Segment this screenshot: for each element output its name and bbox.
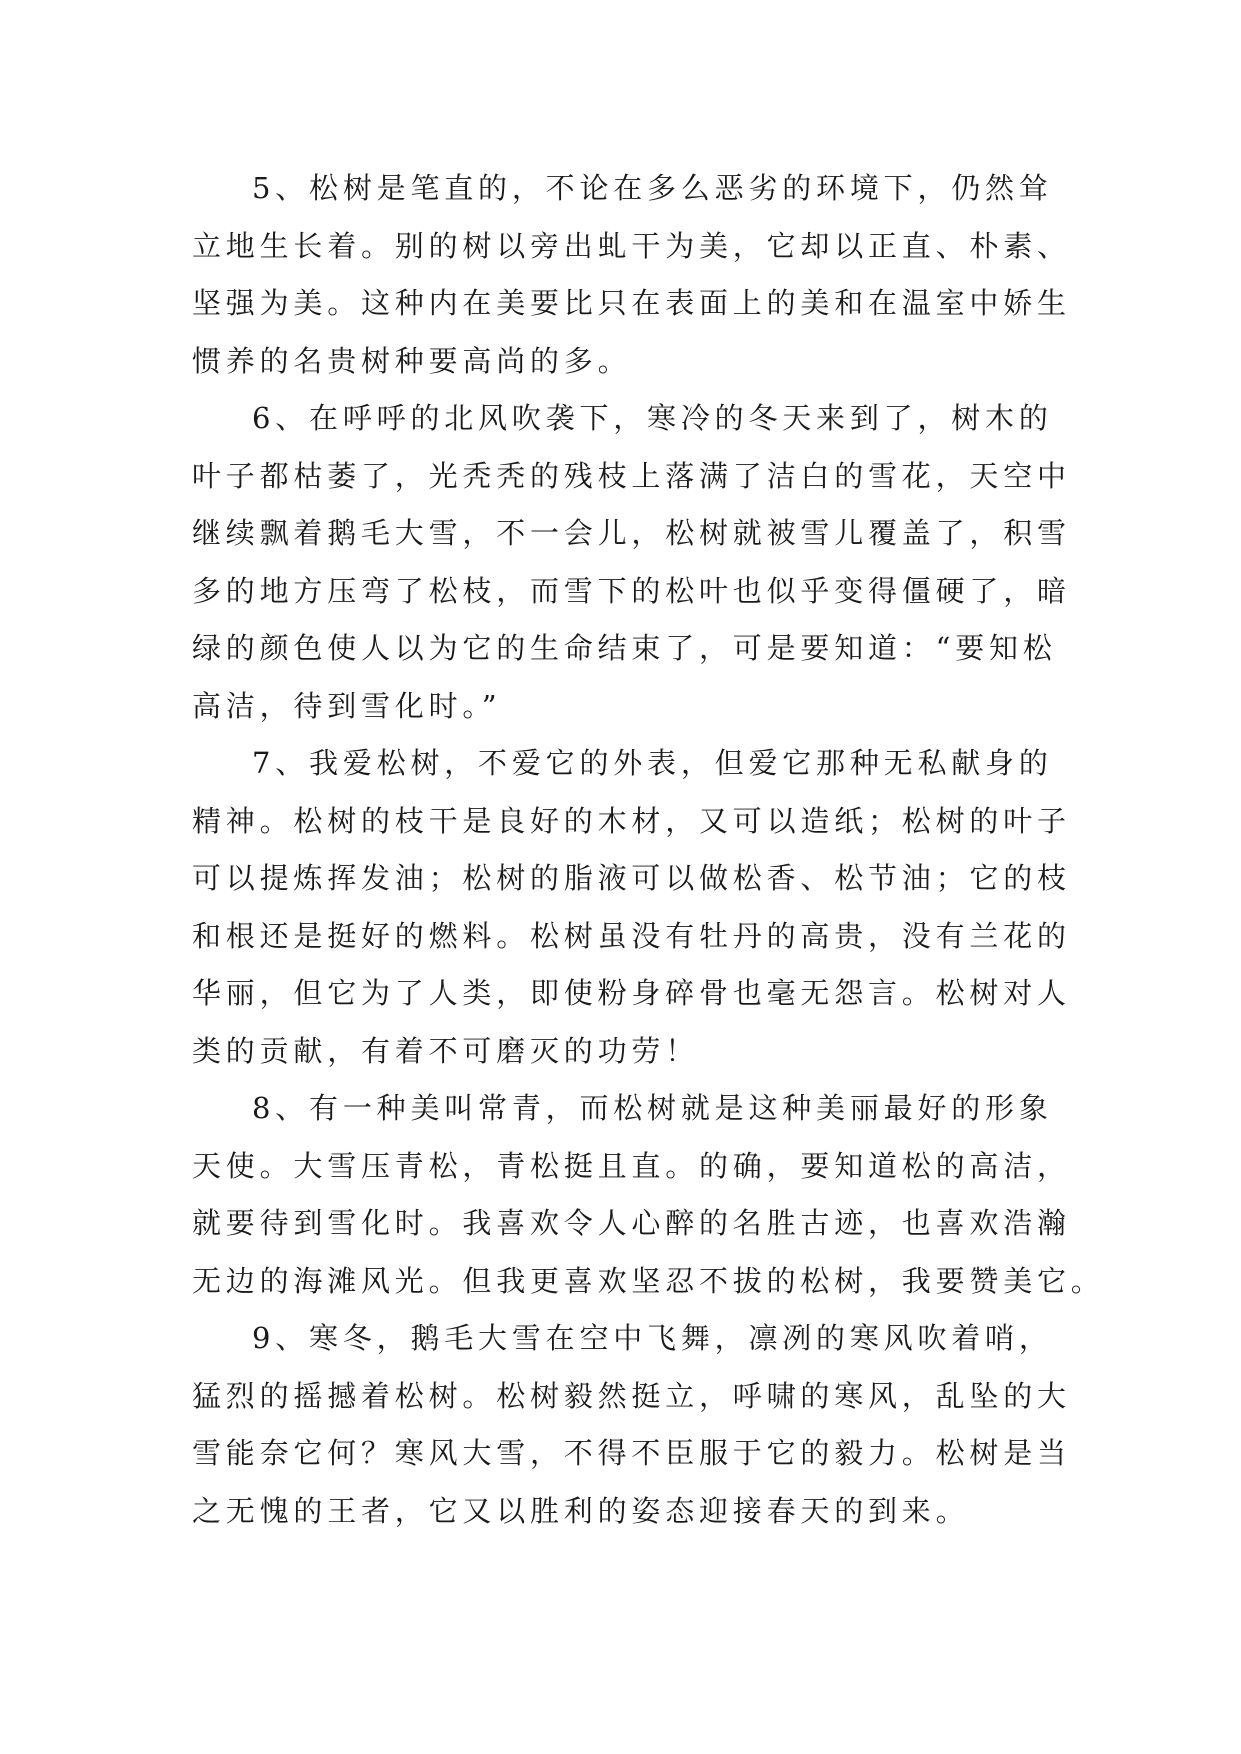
text-line: 7、我爱松树，不爱它的外表，但爱它那种无私献身的 (252, 746, 1053, 780)
text-line: 高洁，待到雪化时。” (192, 688, 502, 723)
text-line: 可以提炼挥发油；松树的脂液可以做松香、松节油；它的枝 (192, 861, 1071, 895)
paragraph-7 (192, 735, 1072, 1080)
text-line: 继续飘着鹅毛大雪，不一会儿，松树就被雪儿覆盖了，积雪 (192, 516, 1071, 550)
paragraph-8 (192, 1080, 1105, 1310)
paragraph-6 (192, 390, 1072, 735)
text-line: 天使。大雪压青松，青松挺且直。的确，要知道松的高洁， (192, 1148, 1071, 1183)
text-line: 坚强为美。这种内在美要比只在表面上的美和在温室中娇生 (192, 286, 1071, 320)
paragraph-9 (192, 1310, 1072, 1540)
text-line: 华丽，但它为了人类，即使粉身碎骨也毫无怨言。松树对人 (192, 976, 1071, 1010)
text-line: 之无愧的王者，它又以胜利的姿态迎接春天的到来。 (192, 1493, 970, 1528)
text-line: 8、有一种美叫常青，而松树就是这种美丽最好的形象 (252, 1091, 1053, 1125)
text-line: 9、寒冬，鹅毛大雪在空中飞舞，凛冽的寒风吹着哨， (252, 1321, 1053, 1355)
text-line: 6、在呼呼的北风吹袭下，寒冷的冬天来到了，树木的 (252, 401, 1053, 435)
text-line: 就要待到雪化时。我喜欢令人心醉的名胜古迹，也喜欢浩瀚 (192, 1206, 1071, 1240)
text-line: 叶子都枯萎了，光秃秃的残枝上落满了洁白的雪花，天空中 (192, 458, 1071, 493)
paragraph-5 (192, 160, 1072, 390)
text-line: 多的地方压弯了松枝，而雪下的松叶也似乎变得僵硬了，暗 (192, 573, 1071, 608)
text-line: 5、松树是笔直的，不论在多么恶劣的环境下，仍然耸 (252, 171, 1053, 205)
text-line: 类的贡献，有着不可磨灭的功劳！ (192, 1033, 700, 1068)
text-line: 无边的海滩风光。但我更喜欢坚忍不拔的松树，我要赞美它。 (192, 1263, 1105, 1298)
text-line: 惯养的名贵树种要高尚的多。 (192, 343, 632, 378)
text-line: 精神。松树的枝干是良好的木材，又可以造纸；松树的叶子 (192, 803, 1071, 838)
text-line: 立地生长着。别的树以旁出虬干为美，它却以正直、朴素、 (192, 228, 1071, 263)
text-line: 雪能奈它何？寒风大雪，不得不臣服于它的毅力。松树是当 (192, 1436, 1071, 1470)
text-line: 猛烈的摇撼着松树。松树毅然挺立，呼啸的寒风，乱坠的大 (192, 1378, 1071, 1413)
document-body (192, 160, 1105, 1540)
text-line: 绿的颜色使人以为它的生命结束了，可是要知道：“要知松 (192, 631, 1057, 665)
text-line: 和根还是挺好的燃料。松树虽没有牡丹的高贵，没有兰花的 (192, 918, 1071, 953)
